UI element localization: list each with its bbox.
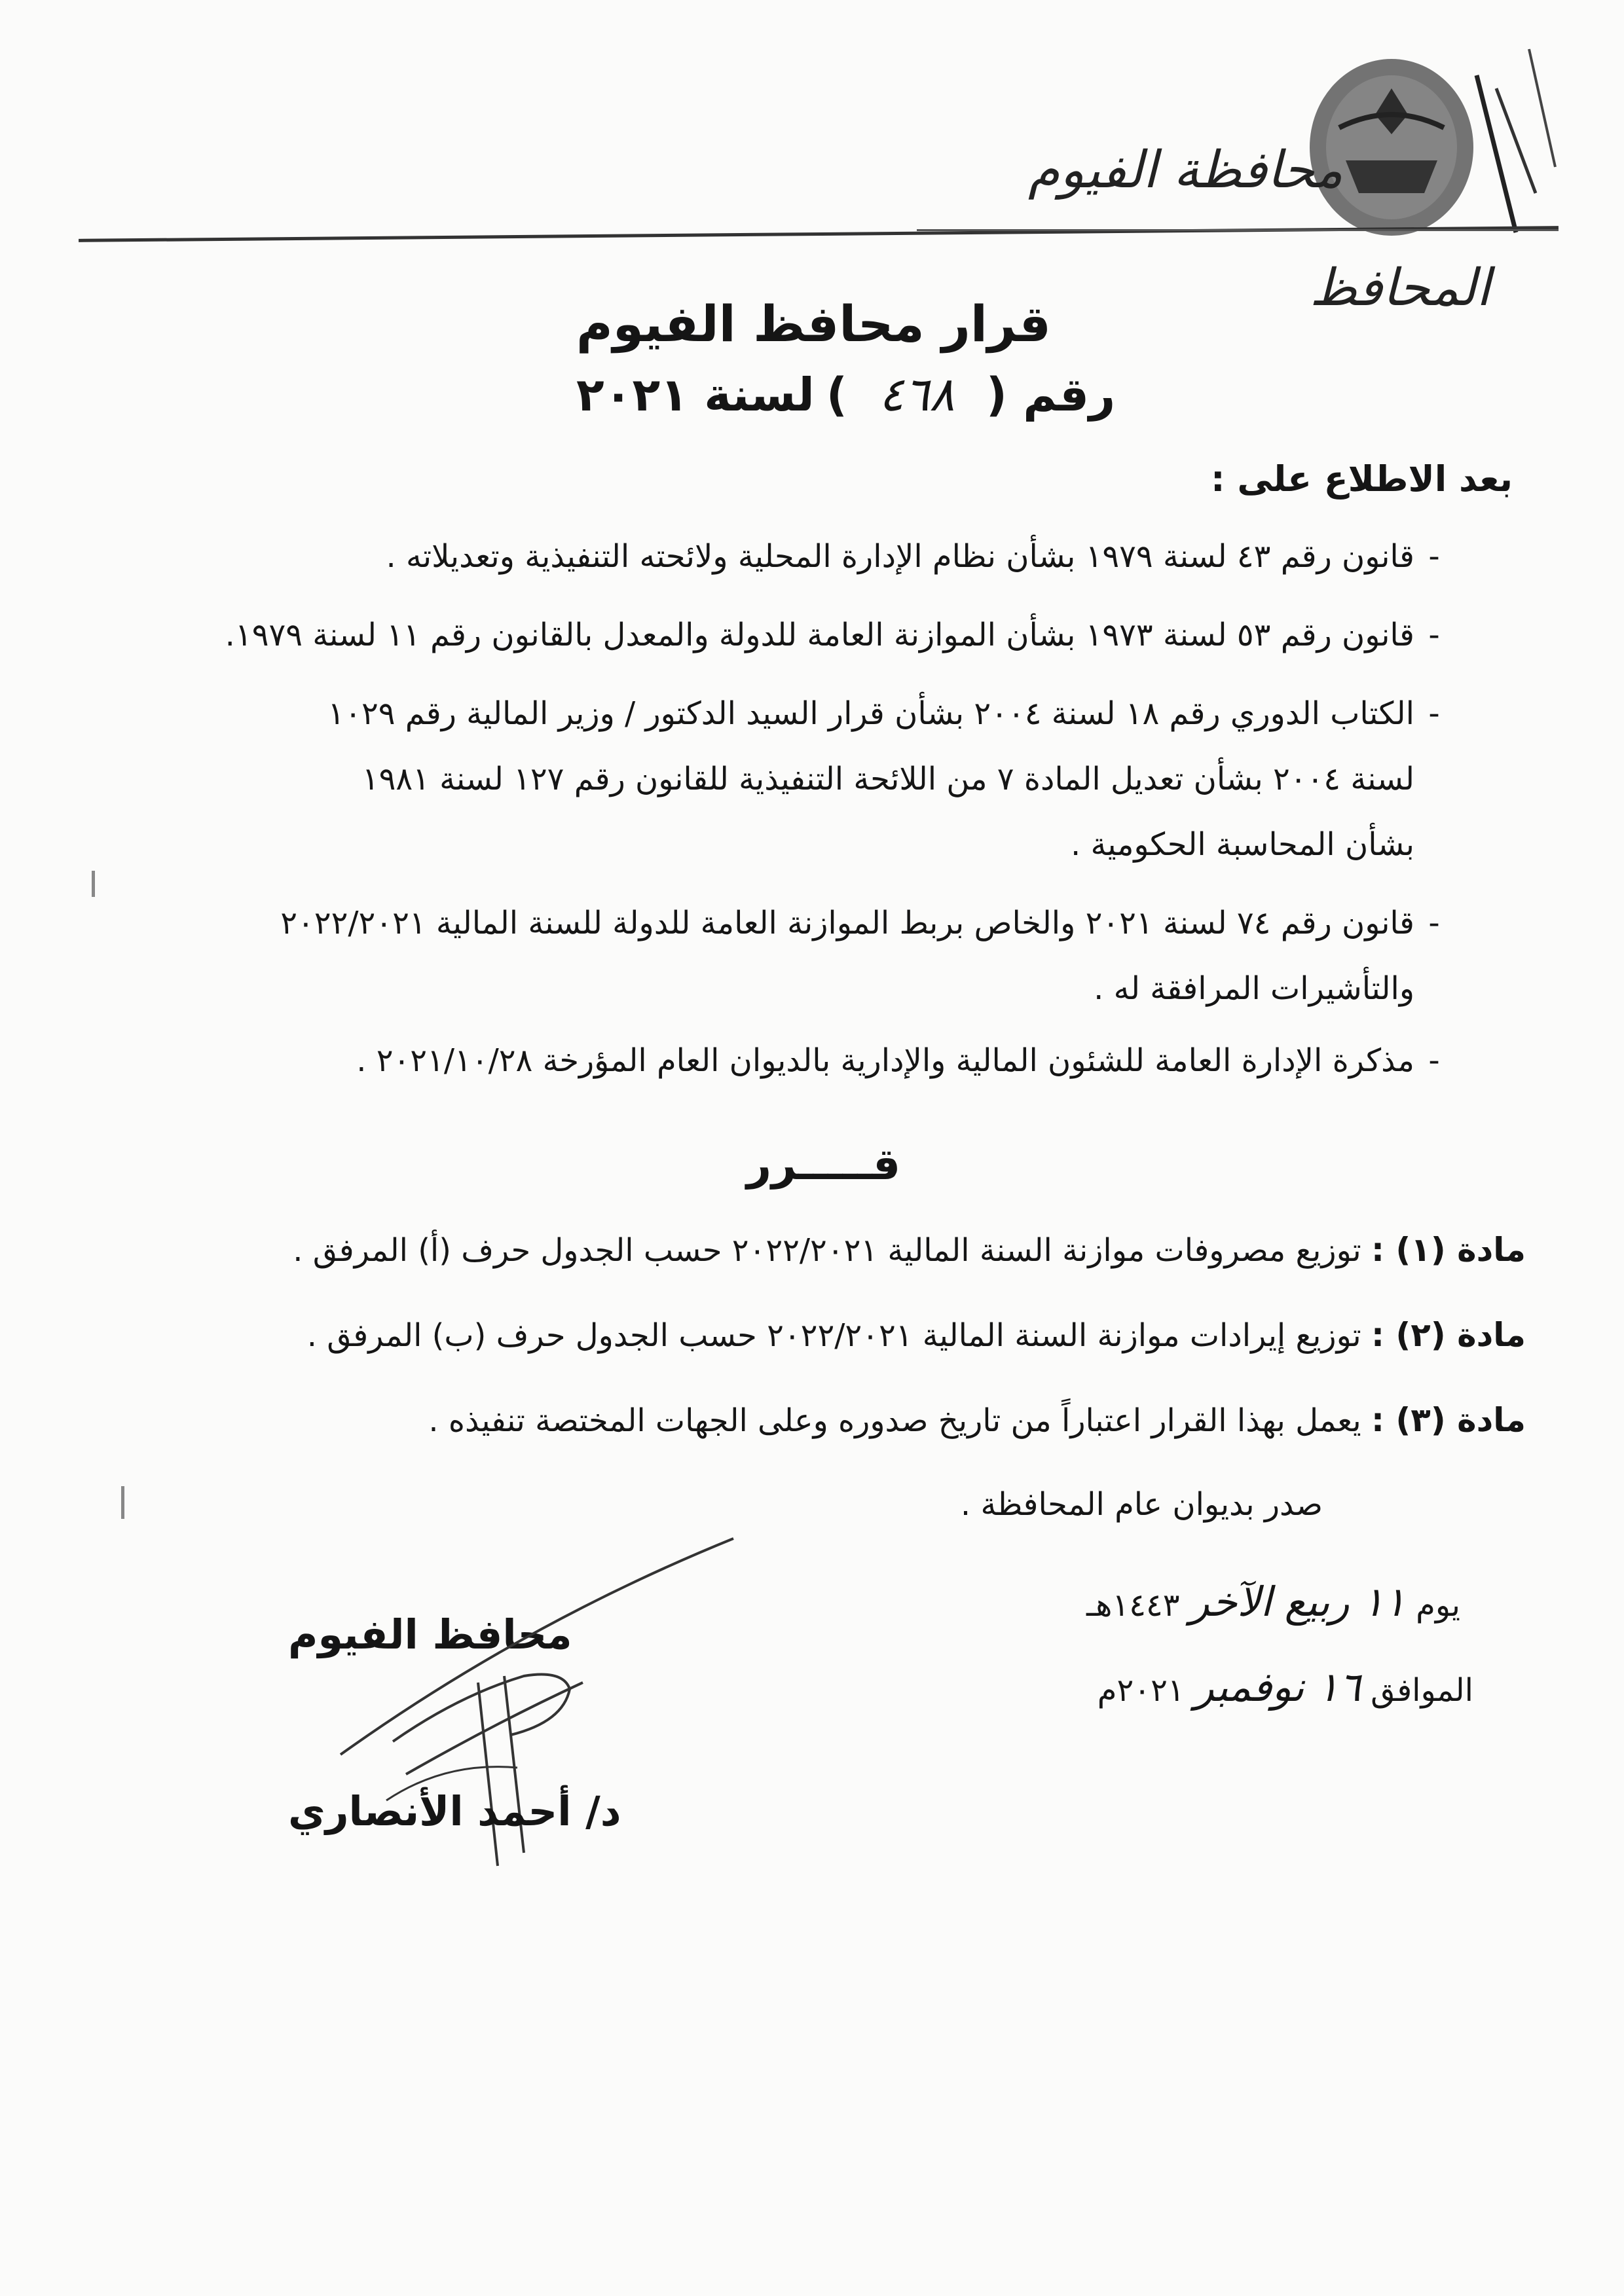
- bullet-dash: -: [1428, 695, 1440, 732]
- bullet-dash: -: [1428, 617, 1440, 653]
- preamble-line: قانون رقم ٧٤ لسنة ٢٠٢١ والخاص بربط الموازنة العامة للدولة للسنة المالية ٢٠٢٢/٢٠٢١: [280, 905, 1414, 941]
- handwritten-signature-icon: [327, 1525, 786, 1892]
- article-text: يعمل بهذا القرار اعتباراً من تاريخ صدوره وعلى الجهات المختصة تنفيذه .: [428, 1402, 1361, 1439]
- decree-number-prefix: رقم (: [986, 368, 1116, 422]
- gregorian-prefix: الموافق: [1371, 1672, 1473, 1709]
- decree-number-suffix: ): [826, 368, 847, 422]
- scan-margin-mark: [121, 1486, 124, 1519]
- decree-number: [576, 367, 1115, 422]
- preamble-item: [327, 681, 1454, 746]
- article-text: توزيع إيرادات موازنة السنة المالية ٢٠٢٢/٢٠٢١ حسب الجدول حرف (ب) المرفق .: [306, 1317, 1361, 1354]
- hijri-year: ١٤٤٣هـ: [1086, 1587, 1180, 1624]
- article-label: مادة (٢) :: [1371, 1316, 1526, 1354]
- hijri-date: [1086, 1578, 1460, 1626]
- preamble-line: لسنة ٢٠٠٤ بشأن تعديل المادة ٧ من اللائحة التنفيذية للقانون رقم ١٢٧ لسنة ١٩٨١: [361, 761, 1414, 797]
- bullet-dash: -: [1428, 1042, 1440, 1079]
- gregorian-handwritten: ١٦ نوفمبر: [1194, 1663, 1361, 1711]
- preamble-line: والتأشيرات المرافقة له .: [1094, 970, 1414, 1007]
- preamble-item: [280, 890, 1454, 956]
- preamble-line: بشأن المحاسبة الحكومية .: [1070, 826, 1414, 863]
- gregorian-year: ٢٠٢١م: [1097, 1672, 1185, 1709]
- decision-heading: قـــــرر: [747, 1139, 901, 1190]
- decree-title: قرار محافظ الفيوم: [576, 295, 1051, 353]
- article-text: توزيع مصروفات موازنة السنة المالية ٢٠٢٢/٢٠٢١ حسب الجدول حرف (أ) المرفق .: [293, 1232, 1361, 1269]
- preamble-line: مذكرة الإدارة العامة للشئون المالية والإدارية بالديوان العام المؤرخة ٢٠٢١/١٠/٢٨ .: [356, 1042, 1414, 1079]
- decree-year: لسنة ٢٠٢١: [576, 368, 815, 422]
- preamble-intro: بعد الاطلاع على :: [1211, 458, 1513, 500]
- article-label: مادة (١) :: [1371, 1231, 1526, 1269]
- gregorian-date: [1098, 1663, 1473, 1711]
- article-1: [293, 1231, 1526, 1269]
- article-3: [428, 1401, 1526, 1439]
- preamble-line: قانون رقم ٥٣ لسنة ١٩٧٣ بشأن الموازنة العامة للدولة والمعدل بالقانون رقم ١١ لسنة ١٩٧٩.: [225, 617, 1414, 653]
- scan-margin-mark: [92, 871, 95, 897]
- decree-number-handwritten: ٤٦٨: [878, 367, 955, 422]
- hijri-handwritten: ١١ ربيع الآخر: [1189, 1578, 1406, 1626]
- preamble-item: [356, 1028, 1454, 1093]
- bullet-dash: -: [1428, 538, 1440, 575]
- governorate-name: محافظة الفيوم: [1028, 141, 1343, 200]
- article-label: مادة (٣) :: [1371, 1401, 1526, 1439]
- preamble-item: [225, 602, 1454, 668]
- preamble-line: الكتاب الدوري رقم ١٨ لسنة ٢٠٠٤ بشأن قرار السيد الدكتور / وزير المالية رقم ١٠٢٩: [327, 695, 1414, 732]
- office-label: المحافظ: [1310, 259, 1490, 318]
- preamble-line: قانون رقم ٤٣ لسنة ١٩٧٩ بشأن نظام الإدارة المحلية ولائحته التنفيذية وتعديلاته .: [386, 538, 1414, 575]
- bullet-dash: -: [1428, 905, 1440, 941]
- article-2: [307, 1316, 1526, 1354]
- hijri-prefix: يوم: [1416, 1587, 1460, 1624]
- issued-at: صدر بديوان عام المحافظة .: [960, 1486, 1323, 1523]
- preamble-item: [386, 524, 1454, 589]
- header-divider-secondary: [917, 229, 1559, 231]
- signatory-title: محافظ الفيوم: [288, 1611, 572, 1658]
- signatory-name: د/ أحمد الأنصاري: [288, 1787, 621, 1835]
